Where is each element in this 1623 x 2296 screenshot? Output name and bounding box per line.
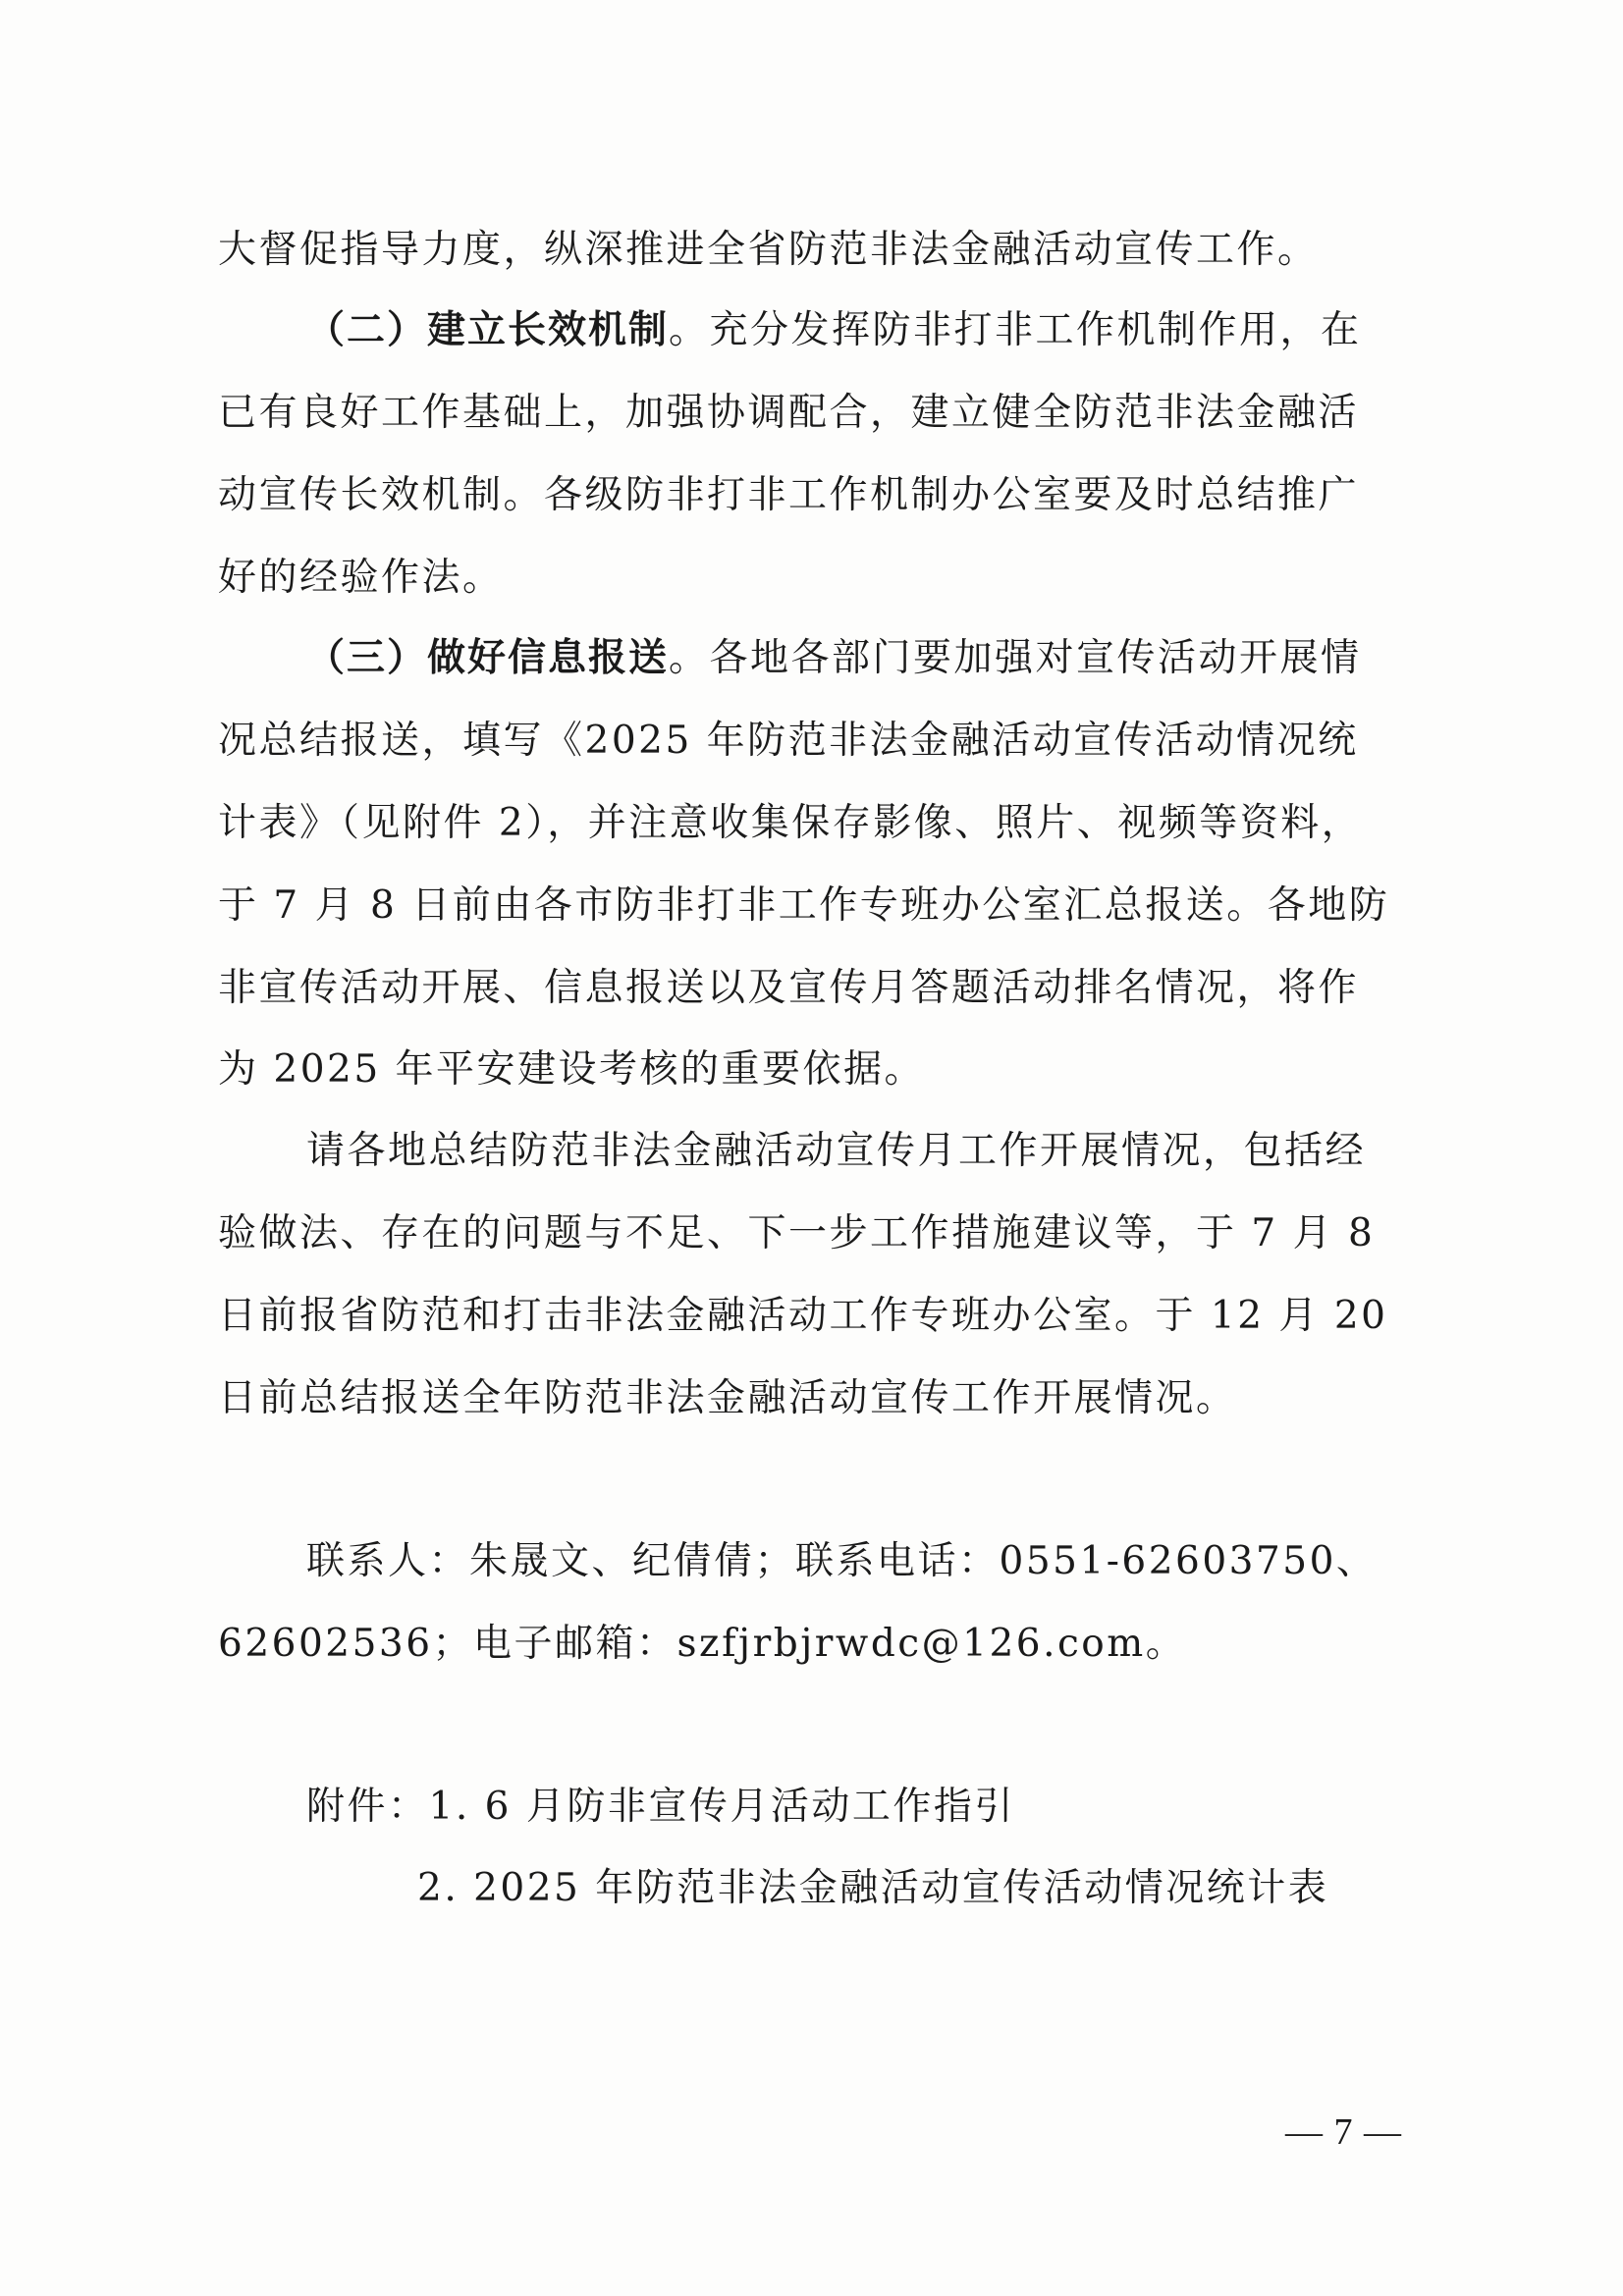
paragraph-line: 日前总结报送全年防范非法金融活动宣传工作开展情况。 bbox=[218, 1376, 1237, 1420]
contact-line: 62602536；电子邮箱：szfjrbjrwdc@126.com。 bbox=[218, 1622, 1187, 1666]
paragraph-line: 大督促指导力度，纵深推进全省防范非法金融活动宣传工作。 bbox=[218, 228, 1319, 272]
paragraph-line: 非宣传活动开展、信息报送以及宣传月答题活动排名情况，将作 bbox=[218, 966, 1360, 1010]
paragraph-line: 好的经验作法。 bbox=[218, 556, 504, 600]
paragraph-text: 。充分发挥防非打非工作机制作用，在 bbox=[669, 308, 1362, 352]
attachment-item: 附件：1. 6 月防非宣传月活动工作指引 bbox=[306, 1785, 1015, 1829]
page-number: — 7 — bbox=[1285, 2111, 1402, 2153]
paragraph-line: 已有良好工作基础上，加强协调配合，建立健全防范非法金融活 bbox=[218, 391, 1360, 435]
section-heading: （三）做好信息报送 bbox=[306, 636, 670, 680]
paragraph-line bbox=[306, 634, 1494, 683]
section-heading: （二）建立长效机制 bbox=[306, 308, 670, 352]
paragraph-line: 请各地总结防范非法金融活动宣传月工作开展情况，包括经 bbox=[306, 1129, 1367, 1173]
paragraph-line: 验做法、存在的问题与不足、下一步工作措施建议等，于 7 月 8 bbox=[218, 1211, 1376, 1255]
paragraph-line: 动宣传长效机制。各级防非打非工作机制办公室要及时总结推广 bbox=[218, 473, 1360, 517]
attachment-item: 2. 2025 年防范非法金融活动宣传活动情况统计表 bbox=[417, 1866, 1329, 1910]
paragraph-text: 。各地各部门要加强对宣传活动开展情 bbox=[669, 636, 1362, 680]
paragraph-line: 于 7 月 8 日前由各市防非打非工作专班办公室汇总报送。各地防 bbox=[218, 883, 1390, 928]
contact-line: 联系人：朱晟文、纪倩倩；联系电话：0551-62603750、 bbox=[306, 1539, 1378, 1583]
paragraph-line: 为 2025 年平安建设考核的重要依据。 bbox=[218, 1047, 926, 1092]
paragraph-line: 计表》（见附件 2），并注意收集保存影像、照片、视频等资料， bbox=[218, 801, 1363, 845]
paragraph-line: 日前报省防范和打击非法金融活动工作专班办公室。于 12 月 20 bbox=[218, 1294, 1388, 1338]
paragraph-line: 况总结报送，填写《2025 年防范非法金融活动宣传活动情况统 bbox=[218, 719, 1359, 763]
paragraph-line bbox=[306, 306, 1494, 355]
